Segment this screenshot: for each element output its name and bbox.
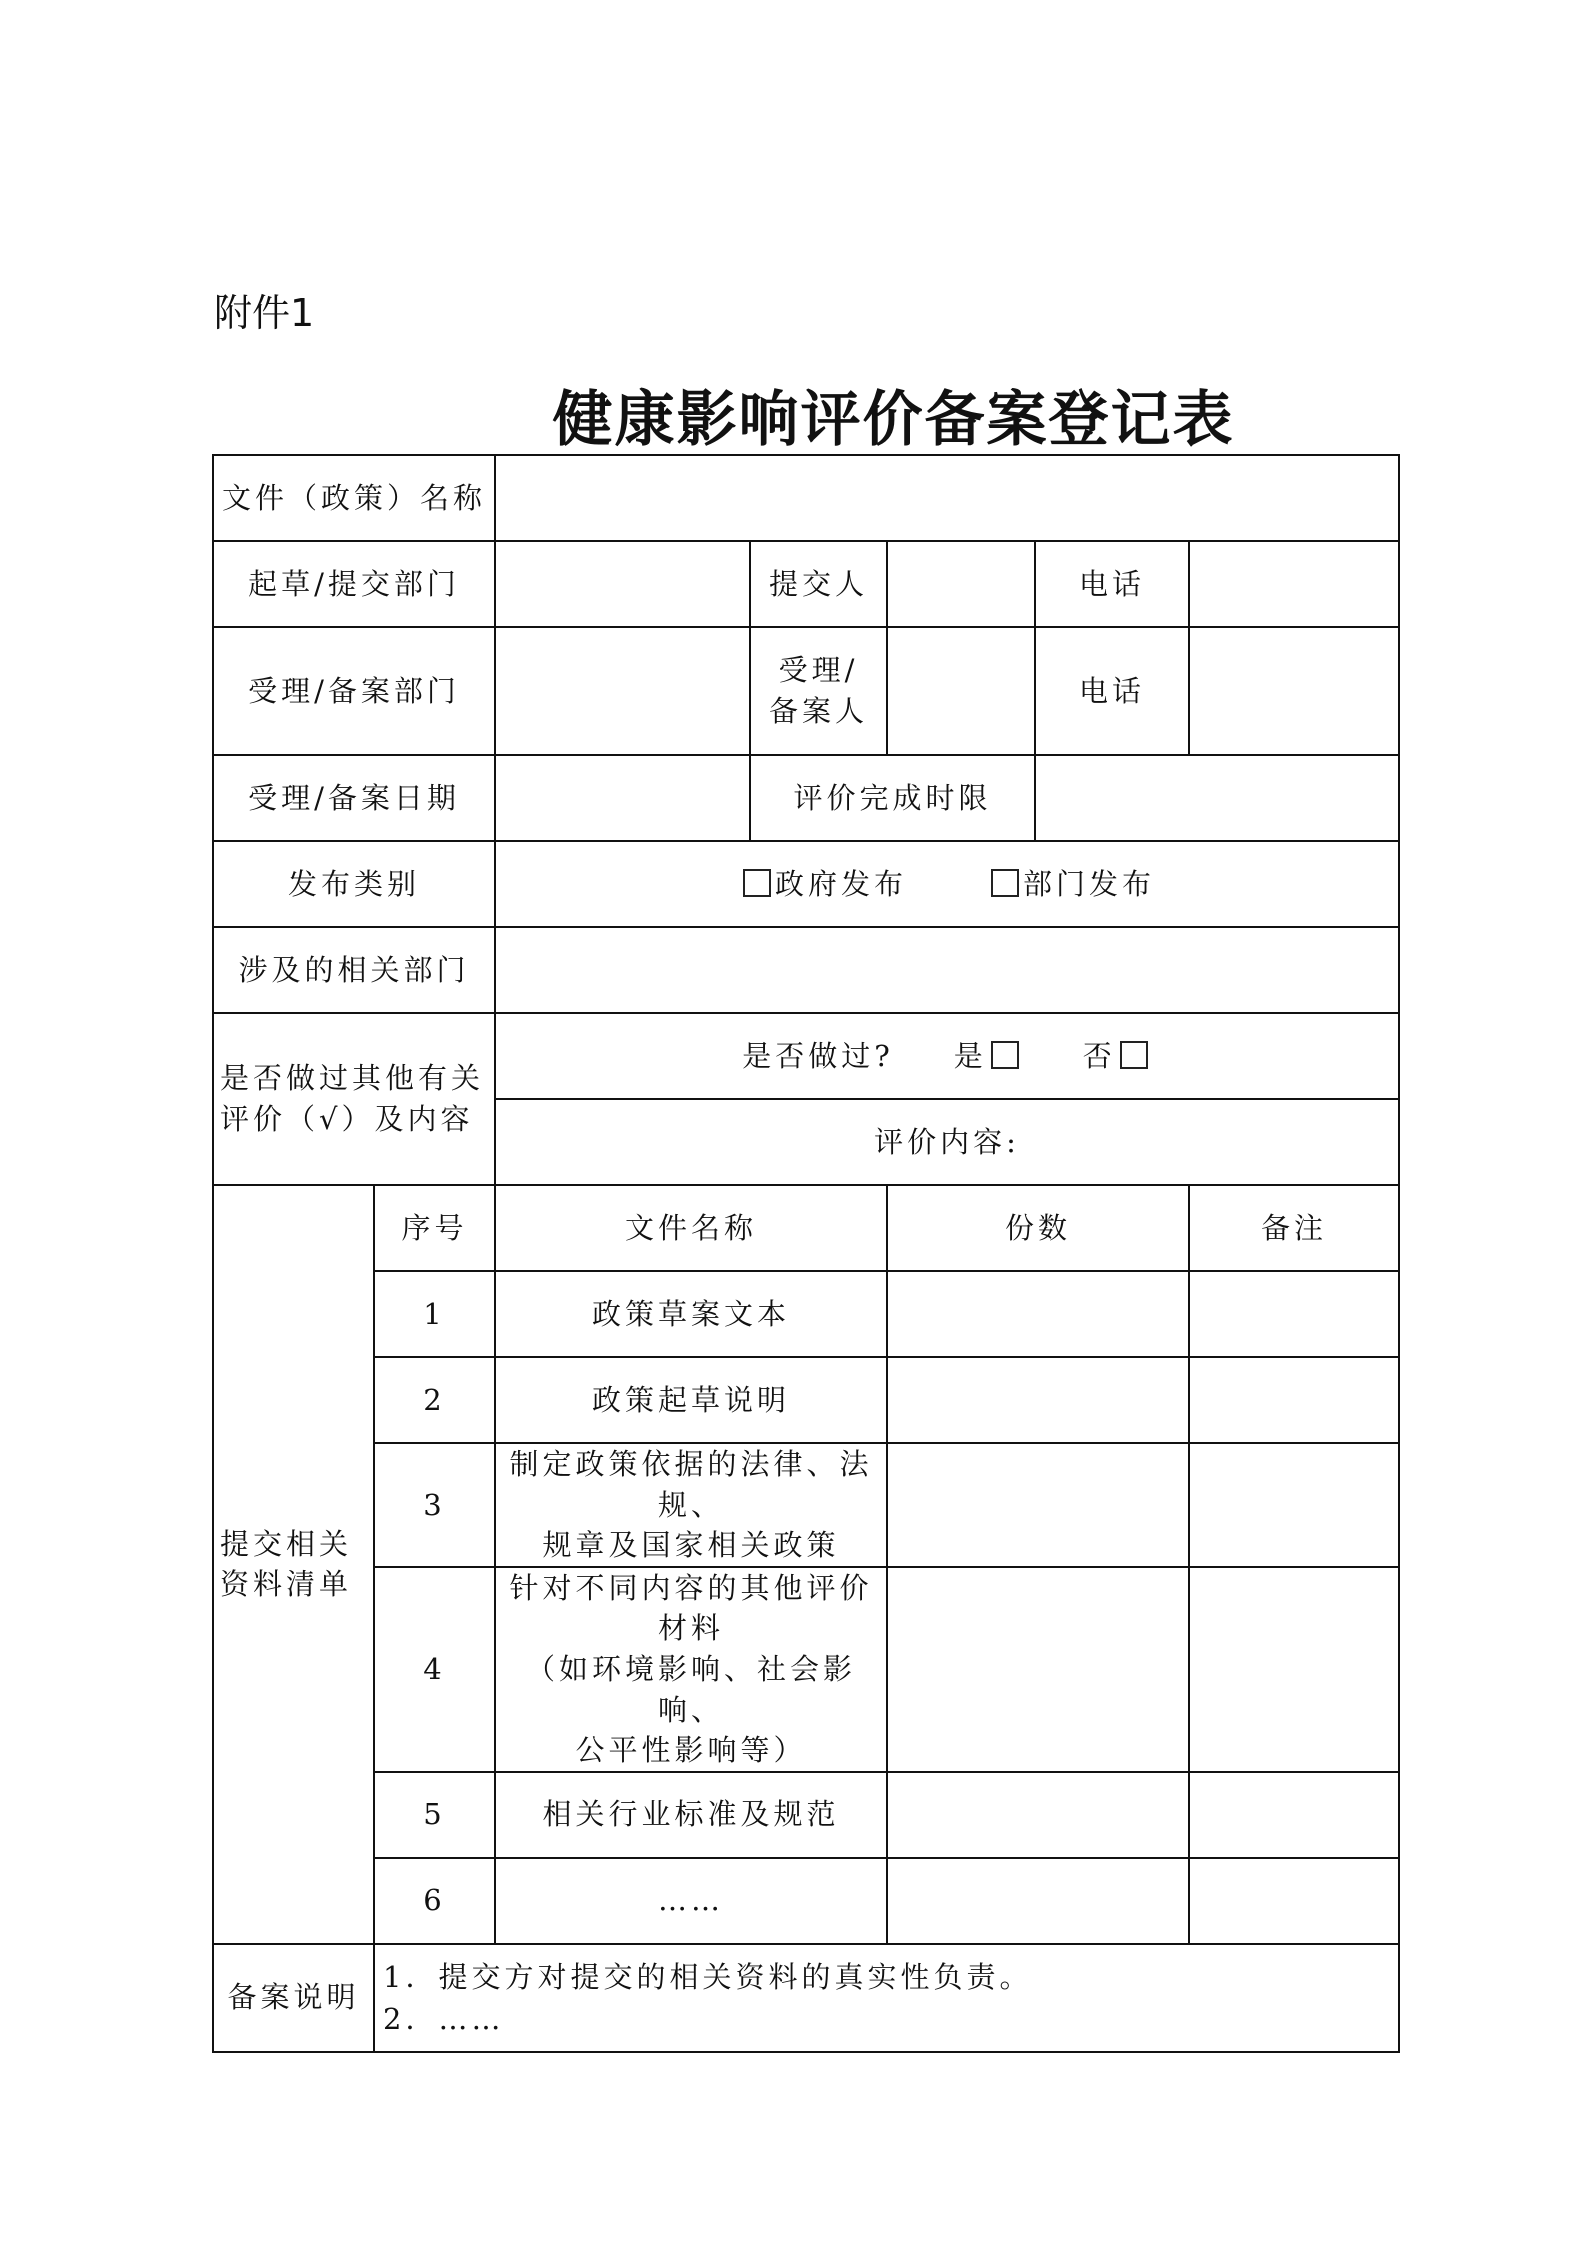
gov-publish-checkbox[interactable] — [743, 869, 771, 897]
material-name-line: 公平性影响等） — [575, 1733, 807, 1768]
phone-value-2[interactable] — [1189, 627, 1399, 755]
table-row — [213, 1858, 1399, 1944]
materials-section-label: 提交相关资料清单 — [213, 1185, 374, 1944]
row-related-depts — [213, 927, 1399, 1013]
material-name — [495, 1271, 887, 1357]
materials-header-row — [213, 1185, 1399, 1271]
seq-header: 序号 — [374, 1185, 495, 1271]
material-name — [495, 1567, 887, 1772]
receiver-label — [750, 627, 887, 755]
material-seq: 3 — [374, 1443, 495, 1567]
material-name-line: 规章及国家相关政策 — [542, 1528, 840, 1563]
material-name-line: …… — [658, 1883, 725, 1918]
yes-checkbox[interactable] — [991, 1041, 1019, 1069]
receiver-value[interactable] — [887, 627, 1035, 755]
material-name — [495, 1443, 887, 1567]
table-row — [213, 1271, 1399, 1357]
date-label: 受理/备案日期 — [213, 755, 495, 841]
table-row — [213, 1357, 1399, 1443]
form-title: 健康影响评价备案登记表 — [552, 385, 1235, 455]
material-seq: 5 — [374, 1772, 495, 1858]
row-receiving-dept — [213, 627, 1399, 755]
registration-form-table — [212, 454, 1400, 2053]
drafting-dept-label: 起草/提交部门 — [213, 541, 495, 627]
table-row — [213, 1567, 1399, 1772]
submitter-label: 提交人 — [750, 541, 887, 627]
material-name-line: 政策起草说明 — [592, 1382, 791, 1417]
row-publish-type — [213, 841, 1399, 927]
eval-content-cell[interactable] — [495, 1099, 1399, 1185]
row-other-eval-question — [213, 1013, 1399, 1099]
submitter-value[interactable] — [887, 541, 1035, 627]
material-copies[interactable] — [887, 1567, 1189, 1772]
receiver-label-line1: 受理/ — [778, 653, 859, 688]
material-name-line: 相关行业标准及规范 — [542, 1797, 840, 1832]
remarks-header: 备注 — [1189, 1185, 1399, 1271]
material-name-line: 针对不同内容的其他评价材料 — [509, 1570, 873, 1646]
date-value[interactable] — [495, 755, 750, 841]
notes-content — [374, 1944, 1399, 2052]
publish-type-label: 发布类别 — [213, 841, 495, 927]
dept-publish-label: 部门发布 — [1023, 866, 1156, 901]
no-checkbox[interactable] — [1120, 1041, 1148, 1069]
note-line: 2．…… — [383, 2001, 505, 2036]
material-remarks[interactable] — [1189, 1567, 1399, 1772]
name-header: 文件名称 — [495, 1185, 887, 1271]
material-name-line: 政策草案文本 — [592, 1296, 791, 1331]
notes-label: 备案说明 — [213, 1944, 374, 2052]
related-dept-label: 涉及的相关部门 — [213, 927, 495, 1013]
row-drafting-dept — [213, 541, 1399, 627]
table-row — [213, 1443, 1399, 1567]
material-name-line: （如环境影响、社会影响、 — [526, 1651, 857, 1727]
material-seq: 1 — [374, 1271, 495, 1357]
receiving-dept-label: 受理/备案部门 — [213, 627, 495, 755]
drafting-dept-value[interactable] — [495, 541, 750, 627]
material-copies[interactable] — [887, 1271, 1189, 1357]
material-remarks[interactable] — [1189, 1772, 1399, 1858]
phone-label-1: 电话 — [1035, 541, 1189, 627]
table-row — [213, 1772, 1399, 1858]
attachment-label: 附件1 — [214, 291, 315, 335]
material-remarks[interactable] — [1189, 1443, 1399, 1567]
publish-type-options — [495, 841, 1399, 927]
material-copies[interactable] — [887, 1443, 1189, 1567]
material-name — [495, 1858, 887, 1944]
related-dept-value[interactable] — [495, 927, 1399, 1013]
material-seq: 4 — [374, 1567, 495, 1772]
other-eval-label: 是否做过其他有关评价（√）及内容 — [213, 1013, 495, 1185]
material-remarks[interactable] — [1189, 1858, 1399, 1944]
receiving-dept-value[interactable] — [495, 627, 750, 755]
material-name — [495, 1772, 887, 1858]
row-file-name — [213, 455, 1399, 541]
material-copies[interactable] — [887, 1772, 1189, 1858]
material-seq: 6 — [374, 1858, 495, 1944]
material-copies[interactable] — [887, 1357, 1189, 1443]
file-name-value[interactable] — [495, 455, 1399, 541]
gov-publish-label: 政府发布 — [775, 866, 908, 901]
material-name — [495, 1357, 887, 1443]
material-remarks[interactable] — [1189, 1271, 1399, 1357]
material-copies[interactable] — [887, 1858, 1189, 1944]
file-name-label: 文件（政策）名称 — [213, 455, 495, 541]
deadline-value[interactable] — [1035, 755, 1399, 841]
row-filing-date — [213, 755, 1399, 841]
eval-content-label: 评价内容: — [874, 1124, 1020, 1159]
other-eval-question: 是否做过? — [742, 1038, 894, 1073]
material-seq: 2 — [374, 1357, 495, 1443]
receiver-label-line2: 备案人 — [769, 694, 869, 728]
material-remarks[interactable] — [1189, 1357, 1399, 1443]
material-name-line: 制定政策依据的法律、法规、 — [509, 1447, 873, 1522]
deadline-label: 评价完成时限 — [750, 755, 1035, 841]
phone-label-2: 电话 — [1035, 627, 1189, 755]
yes-label: 是 — [953, 1038, 987, 1073]
dept-publish-checkbox[interactable] — [991, 869, 1019, 897]
no-label: 否 — [1082, 1038, 1116, 1073]
copies-header: 份数 — [887, 1185, 1189, 1271]
note-line: 1．提交方对提交的相关资料的真实性负责。 — [383, 1959, 1033, 1994]
row-filing-notes — [213, 1944, 1399, 2052]
phone-value-1[interactable] — [1189, 541, 1399, 627]
other-eval-question-cell — [495, 1013, 1399, 1099]
